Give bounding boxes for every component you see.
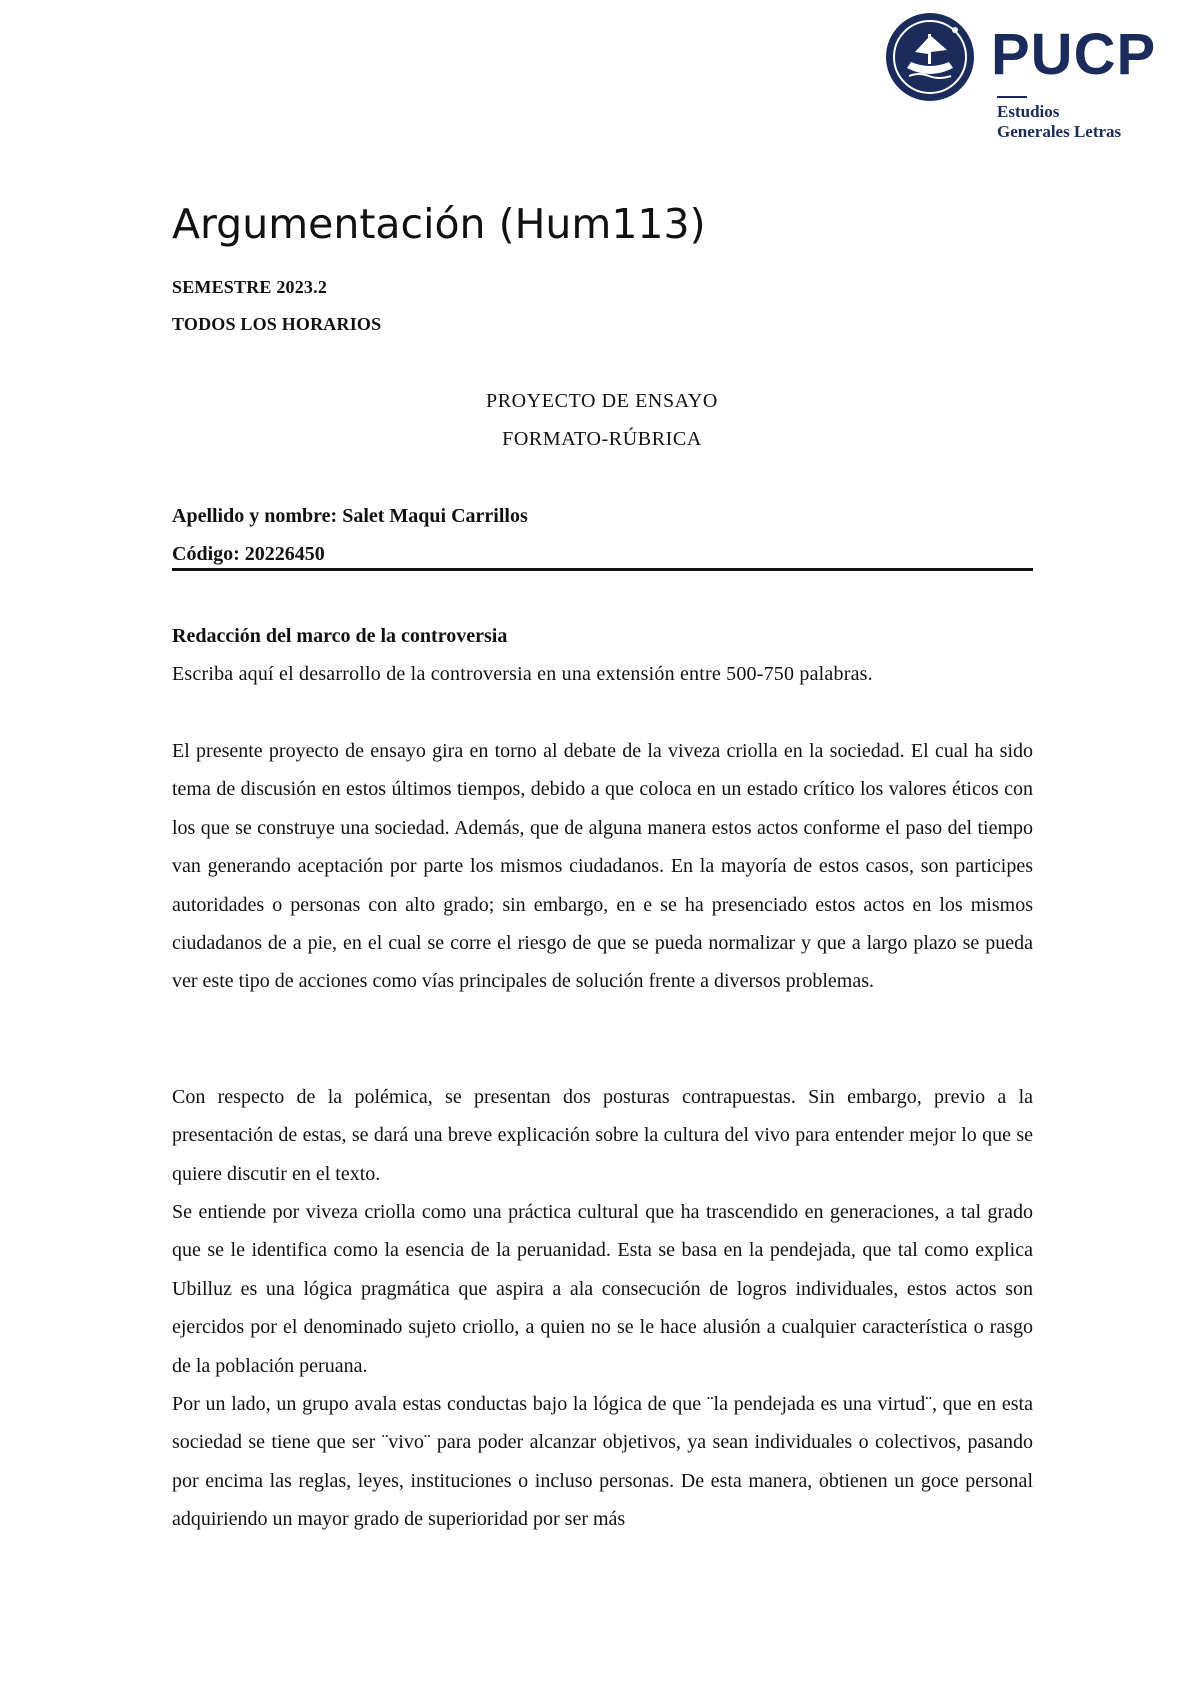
logo-subtitle-line1: Estudios <box>997 102 1060 121</box>
document-title-line2: FORMATO-RÚBRICA <box>502 428 702 450</box>
logo-rule <box>997 96 1027 98</box>
semester-label: SEMESTRE 2023.2 <box>172 277 328 297</box>
student-code: Código: 20226450 <box>172 543 325 565</box>
pucp-brand: PUCP <box>991 22 1157 87</box>
body-paragraph-1: El presente proyecto de ensayo gira en torno al debate de la viveza criolla en la sociedad. El cual ha sido tema de discusión en estos últimos tiempos, debido a que coloca en un estado crítico los valores éticos con los que se construye una sociedad. Además, que de alguna manera estos actos conforme el paso del tiempo van generando aceptación por parte los mismos ciudadanos. En la mayoría de estos casos, son participes autoridades o personas con alto grado; sin embargo, en e se ha presenciado estos actos en los mismos ciudadanos de a pie, en el cual se corre el riesgo de que se pueda normalizar y que a largo plazo se pueda ver este tipo de acciones como vías principales de solución frente a diversos problemas. <box>172 740 1033 993</box>
course-title: Argumentación (Hum113) <box>172 200 706 248</box>
body-paragraph-4: Por un lado, un grupo avala estas conductas bajo la lógica de que ¨la pendejada es una virtud¨, que en esta sociedad se tiene que ser ¨vivo¨ para poder alcanzar objetivos, ya sean individuales o colectivos, pasando por encima las reglas, leyes, instituciones o incluso personas. De esta manera, obtienen un goce personal adquiriendo un mayor grado de superioridad por ser más <box>172 1393 1033 1531</box>
logo-subtitle-line2: Generales Letras <box>997 122 1122 141</box>
body-paragraph-2: Con respecto de la polémica, se presentan dos posturas contrapuestas. Sin embargo, previo a la presentación de estas, se dará una breve explicación sobre la cultura del vivo para entender mejor lo que se quiere discutir en el texto. <box>172 1086 1033 1185</box>
section-heading: Redacción del marco de la controversia <box>172 625 508 647</box>
section-instruction: Escriba aquí el desarrollo de la controversia en una extensión entre 500-750 palabras. <box>172 663 873 685</box>
logo-subtitle <box>997 102 1121 142</box>
section-divider <box>172 568 1033 571</box>
pucp-logo <box>885 12 1175 142</box>
body-paragraph-3: Se entiende por viveza criolla como una práctica cultural que ha trascendido en generaciones, a tal grado que se le identifica como la esencia de la peruanidad. Esta se basa en la pendejada, que tal como explica Ubilluz es una lógica pragmática que aspira a ala consecución de logros individuales, estos actos son ejercidos por el denominado sujeto criollo, a quien no se le hace alusión a cualquier característica o rasgo de la población peruana. <box>172 1201 1033 1377</box>
pucp-seal-icon <box>885 12 975 102</box>
student-name: Apellido y nombre: Salet Maqui Carrillos <box>172 505 528 527</box>
document-title-line1: PROYECTO DE ENSAYO <box>486 390 718 412</box>
schedule-label: TODOS LOS HORARIOS <box>172 314 382 334</box>
